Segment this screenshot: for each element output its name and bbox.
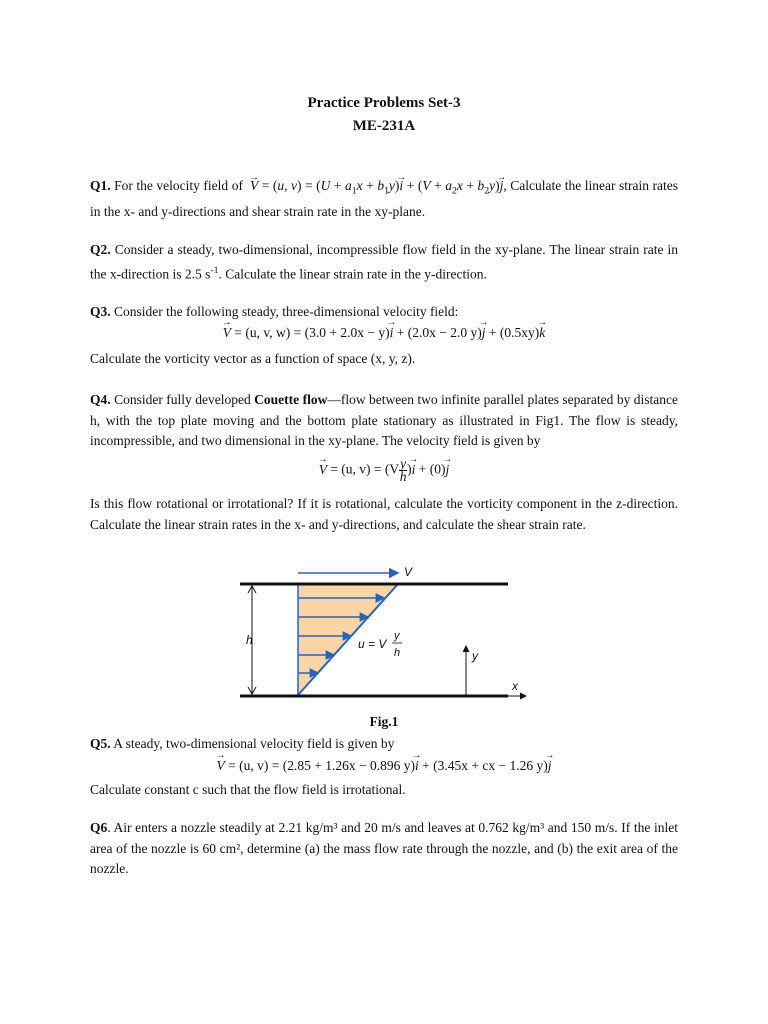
q3-eq-c: + (0.5xy): [488, 325, 540, 340]
couette-flow-figure: [236, 562, 536, 704]
q4-eq-den: h: [399, 469, 407, 484]
figure-label-u-den: h: [394, 647, 401, 659]
q3-eq-a: = (u, v, w) = (3.0 + 2.0x − y): [234, 325, 390, 340]
q3-equation: → V = (u, v, w) = (3.0 + 2.0x − y)→ i + (2.0x − 2.0 y)→ j + (0.5xy)→ k: [90, 325, 678, 341]
q1-equation: → V = (u, $v) = (U + a_1x + b_1y)\to i + (V + a_2x + b_2y)\to j$: [246, 178, 503, 193]
question-3: [90, 302, 678, 323]
q3-eq-b: + (2.0x − 2.0 y): [396, 325, 482, 340]
q3-followup: Calculate the vorticity vector as a function of space (x, y, z).: [90, 351, 416, 366]
q4-bold-term: Couette flow: [254, 392, 328, 407]
question-5: [90, 734, 678, 755]
q5-equation: → V = (u, v) = (2.85 + 1.26x − 0.896 y)→ i + (3.45x + cx − 1.26 y)→ j: [90, 758, 678, 774]
q4-followup: Is this flow rotational or irrotational? If it is rotational, calculate the vorticity component in the z-direction. Calculate the linear strain rates in the x- and y-directions, and calculate the shear strain rate.: [90, 496, 678, 532]
q5-followup: Calculate constant c such that the flow field is irrotational.: [90, 782, 406, 797]
q4-eq-lhs: = (u, v) = (V: [330, 461, 400, 477]
question-2: [90, 240, 678, 285]
figure-label-u: u = V: [358, 637, 387, 651]
q6-label: Q6: [90, 820, 108, 835]
q2-exponent: -1: [210, 264, 219, 276]
q2-text-a: Consider a steady, two-dimensional, incompressible flow field in the xy-plane. The linear strain rate in the x-direction is 2.5 s: [90, 242, 679, 281]
q1-label: Q1.: [90, 178, 111, 193]
question-1: [90, 176, 678, 223]
q4-eq-rhs: + (0): [418, 461, 446, 477]
q4-eq-num: y: [400, 456, 407, 471]
question-4: [90, 390, 678, 452]
document-title: Practice Problems Set-3: [307, 95, 461, 111]
figure-caption: Fig.1: [369, 714, 399, 729]
figure-label-h: h: [246, 633, 253, 647]
figure-label-u-num: y: [394, 630, 400, 642]
q2-text-b: . Calculate the linear strain rate in the y-direction.: [218, 266, 487, 281]
figure-label-v: V: [404, 565, 413, 579]
q6-text: . Air enters a nozzle steadily at 2.21 kg/m³ and 20 m/s and leaves at 0.762 kg/m³ and 150 m/s. If the inlet area of the nozzle is 60 cm², determine (a) the mass flow rate through the nozzle, and (b) the exit area of the nozzle.: [90, 820, 678, 876]
q3-label: Q3.: [90, 304, 111, 319]
q1-tail: , Calculate the linear strain rates in the x- and y-directions and shear strain rate in the xy-plane.: [90, 178, 678, 220]
q4-eq-mid: ): [407, 461, 412, 477]
q5-eq-a: = (u, v) = (2.85 + 1.26x − 0.896 y): [228, 758, 415, 773]
q5-label: Q5.: [90, 736, 111, 751]
q5-eq-b: + (3.45x + cx − 1.26 y): [422, 758, 548, 773]
q4-intro: Consider fully developed: [114, 392, 251, 407]
q4-equation: → V = (u, v) = (V $\frac{y}{h}$ )→ i + (0)→ j: [90, 458, 678, 483]
course-code: ME-231A: [352, 118, 416, 134]
q5-intro: A steady, two-dimensional velocity field is given by: [113, 736, 395, 751]
figure-label-y: y: [472, 649, 478, 663]
question-6: [90, 818, 678, 880]
q1-intro: For the velocity field of: [114, 178, 243, 193]
q4-text: —flow between two infinite parallel plates separated by distance h, with the top plate moving and the bottom plate stationary as illustrated in Fig1. The flow is steady, incompressible, and two dimensional in the xy-plane. The velocity field is given by: [90, 392, 678, 448]
q3-intro: Consider the following steady, three-dimensional velocity field:: [114, 304, 459, 319]
q4-label: Q4.: [90, 392, 111, 407]
q2-label: Q2.: [90, 242, 111, 257]
figure-label-x: x: [512, 679, 518, 693]
